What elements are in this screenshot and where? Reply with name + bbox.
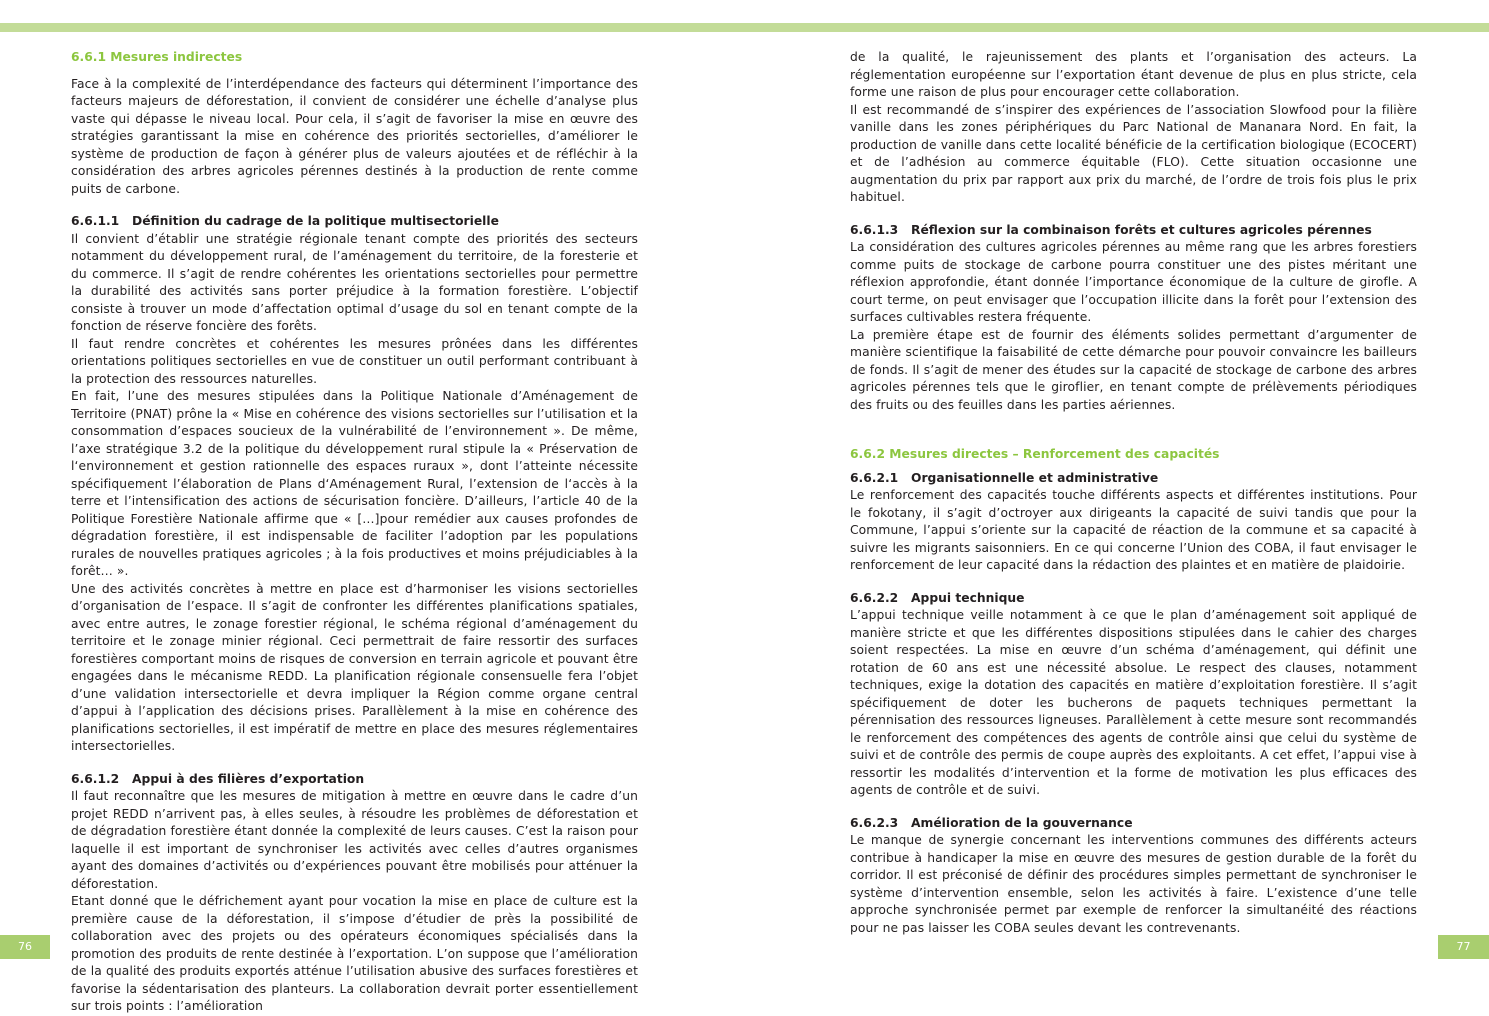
- paragraph: Le renforcement des capacités touche différents aspects et différentes institutions. Pour le fokotany, il s’agit d’octroyer aux dirigeants la capacité de suivi tandis que pour la Commune, l’appui s’oriente sur la capacité de réaction de la commune et sa capacité à suivre les migrants saisonniers. En ce qui concerne l’Union des COBA, il faut envisager le renforcement de leur capacité dans la rédaction des plaintes et en matière de plaidoirie.: [850, 488, 1417, 572]
- subsection-heading-6-6-1-3: [850, 222, 1417, 240]
- subsection-title: Amélioration de la gouvernance: [911, 815, 1133, 830]
- paragraph: En fait, l’une des mesures stipulées dans la Politique Nationale d’Aménagement de Territoire (PNAT) prône la « Mise en cohérence des visions sectorielles sur l’utilisation et la consommation d’espaces soucieux de la vulnérabilité de l’environnement ». De même, l’axe stratégique 3.2 de la politique du développement rural stipule la « Préservation de l‘environnement et gestion rationnelle des espaces ruraux », dont l’atteinte nécessite spécifiquement l’élaboration de Plans d‘Aménagement Rural, l’extension de l‘accès à la terre et l’intensification des actions de sécurisation foncière. D’ailleurs, l’article 40 de la Politique Forestière Nationale affirme que « […]pour remédier aux causes profondes de dégradation forestière, il est indispensable de faciliter l’adoption par les populations rurales de nouvelles pratiques agricoles ; à la fois productives et moins préjudiciables à la forêt… ».: [71, 389, 638, 578]
- paragraph: Il convient d’établir une stratégie régionale tenant compte des priorités des secteurs notamment du développement rural, de l’aménagement du territoire, de la foresterie et du commerce. Il s’agit de rendre cohérentes les orientations sectorielles pour permettre la durabilité des activités sans porter préjudice à la formation forestière. L’objectif consiste à trouver un mode d’affectation optimal d’usage du sol en tenant compte de la fonction de réserve foncière des forêts.: [71, 231, 638, 333]
- page-number-left: 76: [0, 935, 50, 959]
- paragraph: Une des activités concrètes à mettre en place est d’harmoniser les visions sectorielles d’organisation de l’espace. Il s’agit de confronter les différentes planifications spatiales, avec entre autres, le zonage forestier régional, le schéma régional d’aménagement du territoire et le zonage minier régional. Ceci permettrait de faire ressortir des surfaces forestières comportant moins de risques de conversion en terrain agricole et pouvant être engagées dans le mécanisme REDD. La planification régionale consensuelle fera l’objet d’une validation intersectorielle et devra impliquer la Région comme organe central d’appui à l’application des décisions prises. Parallèlement à la mise en cohérence des planifications sectorielles, il est impératif de mettre en place des mesures réglementaires intersectorielles.: [71, 581, 638, 753]
- subsection-heading-6-6-2-1: [850, 470, 1417, 488]
- subsection-number: 6.6.1.2: [71, 771, 120, 786]
- paragraph: de la qualité, le rajeunissement des plants et l’organisation des acteurs. La réglementation européenne sur l’exportation étant devenue de plus en plus stricte, cela forme une raison de plus pour encourager cette collaboration.: [850, 50, 1417, 99]
- subsection-number: 6.6.2.2: [850, 590, 899, 605]
- section-heading-6-6-2: 6.6.2 Mesures directes – Renforcement des capacités: [850, 447, 1220, 461]
- page-number-right: 77: [1438, 935, 1489, 959]
- paragraph: Etant donné que le défrichement ayant pour vocation la mise en place de culture est la première cause de la déforestation, il s’impose d’étudier de près la possibilité de collaboration avec des projets ou des opérateurs économiques spécialisés dans la promotion des produits de rente destinée à l’exportation. L’on suppose que l’amélioration de la qualité des produits exportés atténue l’utilisation abusive des surfaces forestières et favorise la sédentarisation des planteurs. La collaboration devrait porter essentiellement sur trois points : l’amélioration: [71, 894, 638, 1013]
- paragraph: La considération des cultures agricoles pérennes au même rang que les arbres forestiers comme puits de stockage de carbone pourra constituer une des pistes méritant une réflexion approfondie, étant donnée l’importance économique de la culture de girofle. A court terme, on peut envisager que l’occupation illicite dans la forêt pour l’extension des surfaces cultivables restera fréquente.: [850, 240, 1417, 324]
- left-page-column: [71, 49, 638, 1016]
- subsection-heading-6-6-2-3: [850, 815, 1417, 833]
- subsection-number: 6.6.2.1: [850, 470, 899, 485]
- subsection-number: 6.6.1.1: [71, 214, 120, 228]
- paragraph: La première étape est de fournir des éléments solides permettant d’argumenter de manière scientifique la faisabilité de cette démarche pour pouvoir convaincre les bailleurs de fonds. Il s’agit de mener des études sur la capacité de stockage de carbone des arbres agricoles pérennes tels que le giroflier, en tenant compte de prélèvements périodiques des fruits ou des feuilles dans les parties aériennes.: [850, 327, 1417, 412]
- subsection-title: Appui à des filières d’exportation: [132, 771, 365, 786]
- subsection-title: Réflexion sur la combinaison forêts et cultures agricoles pérennes: [911, 222, 1372, 237]
- subsection-number: 6.6.1.3: [850, 222, 899, 237]
- paragraph: Face à la complexité de l’interdépendance des facteurs qui déterminent l’importance des facteurs majeurs de déforestation, il convient de considérer une échelle d’analyse plus vaste qui dépasse le niveau local. Pour cela, il s’agit de favoriser la mise en œuvre des stratégies garantissant la mise en cohérence des priorités sectorielles, d’améliorer le système de production de façon à générer plus de valeurs ajoutées et de réfléchir à la considération des arbres agricoles pérennes destinés à la production de rente comme puits de carbone.: [71, 76, 638, 196]
- subsection-title: Définition du cadrage de la politique multisectorielle: [132, 214, 499, 228]
- subsection-heading-6-6-1-1: [71, 213, 638, 231]
- subsection-title: Appui technique: [911, 590, 1025, 605]
- paragraph: Le manque de synergie concernant les interventions communes des différents acteurs contribue à handicaper la mise en œuvre des mesures de gestion durable de la forêt du corridor. Il est préconisé de définir des procédures simples permettant de synchroniser le système d’intervention ensemble, selon les activités à faire. L’existence d’une telle approche synchronisée permet par exemple de renforcer la simultanéité des réactions pour ne pas laisser les COBA seules devant les contrevenants.: [850, 833, 1417, 935]
- subsection-title: Organisationnelle et administrative: [911, 470, 1159, 485]
- top-accent-bar: [0, 23, 1489, 32]
- paragraph: Il est recommandé de s’inspirer des expériences de l’association Slowfood pour la filière vanille dans les zones périphériques du Parc National de Mananara Nord. En fait, la production de vanille dans cette localité bénéficie de la certification biologique (ECOCERT) et de l’adhésion au commerce équitable (FLO). Cette situation occasionne une augmentation du prix par rapport aux prix du marché, de l’ordre de trois fois plus le prix habituel.: [850, 102, 1417, 204]
- section-heading-6-6-1: 6.6.1 Mesures indirectes: [71, 50, 243, 64]
- paragraph: Il faut reconnaître que les mesures de mitigation à mettre en œuvre dans le cadre d’un projet REDD n’arrivent pas, à elles seules, à résoudre les problèmes de déforestation et de dégradation forestière étant donnée la complexité de leurs causes. C’est la raison pour laquelle il est important de synchroniser les activités avec celles d’autres organismes ayant des domaines d’activités ou d’expériences pouvant être mobilisés pour atténuer la déforestation.: [71, 789, 638, 891]
- subsection-heading-6-6-1-2: [71, 771, 638, 789]
- paragraph: Il faut rendre concrètes et cohérentes les mesures prônées dans les différentes orientations politiques sectorielles en vue de constituer un outil performant contribuant à la protection des ressources naturelles.: [71, 336, 638, 386]
- subsection-number: 6.6.2.3: [850, 815, 899, 830]
- right-page-column: [850, 49, 1417, 937]
- paragraph: L’appui technique veille notamment à ce que le plan d’aménagement soit appliqué de manière stricte et que les différentes dispositions stipulées dans le cahier des charges soient respectées. La mise en œuvre d’un schéma d’aménagement, qui définit une rotation de 60 ans est une nécessité absolue. Le respect des clauses, notamment techniques, exige la dotation des capacités en matière d’exploitation forestière. Il s’agit spécifiquement de doter les bucherons de paquets techniques permettant la pérennisation des ressources ligneuses. Parallèlement à cette mesure sont recommandés le renforcement des compétences des agents de contrôle ainsi que celui du système de suivi et de contrôle des permis de coupe auprès des exploitants. A cet effet, l’appui vise à ressortir les modalités d’intervention et la forme de motivation les plus efficaces des agents de contrôle et de suivi.: [850, 608, 1417, 797]
- subsection-heading-6-6-2-2: [850, 590, 1417, 608]
